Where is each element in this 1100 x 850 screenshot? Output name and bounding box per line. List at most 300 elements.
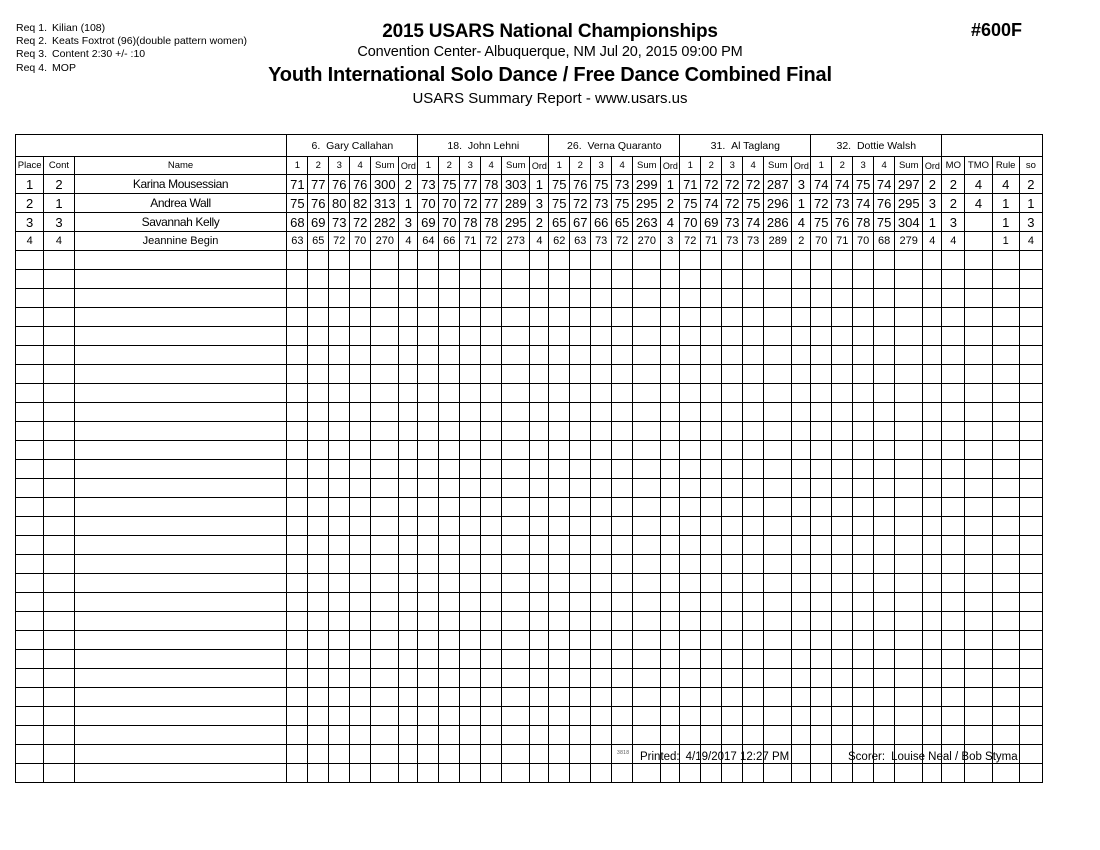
empty-cell — [481, 289, 502, 308]
empty-cell — [16, 745, 44, 764]
empty-cell — [439, 745, 460, 764]
empty-cell — [502, 517, 530, 536]
empty-cell — [308, 707, 329, 726]
cell-j5-score1: 75 — [811, 213, 832, 232]
report-subtitle: USARS Summary Report - www.usars.us — [412, 90, 688, 107]
empty-cell — [530, 555, 549, 574]
empty-cell — [570, 403, 591, 422]
empty-cell — [44, 555, 74, 574]
empty-cell — [418, 688, 439, 707]
empty-cell — [722, 422, 743, 441]
empty-table-row — [16, 631, 1043, 650]
empty-cell — [764, 555, 792, 574]
column-header-j1-score3: 3 — [329, 157, 350, 175]
empty-cell — [399, 498, 418, 517]
empty-cell — [853, 536, 874, 555]
empty-table-row — [16, 308, 1043, 327]
empty-cell — [44, 517, 74, 536]
empty-cell — [764, 650, 792, 669]
empty-cell — [329, 384, 350, 403]
empty-cell — [16, 612, 44, 631]
empty-cell — [992, 403, 1019, 422]
empty-cell — [570, 612, 591, 631]
cell-j3-score2: 76 — [570, 175, 591, 194]
empty-cell — [1019, 422, 1042, 441]
empty-cell — [350, 498, 371, 517]
empty-cell — [570, 327, 591, 346]
empty-cell — [439, 270, 460, 289]
empty-cell — [530, 384, 549, 403]
empty-cell — [895, 517, 923, 536]
empty-cell — [44, 479, 74, 498]
empty-cell — [74, 726, 287, 745]
scorer-credit — [848, 751, 1018, 763]
cell-j2-score3: 78 — [460, 213, 481, 232]
empty-cell — [460, 669, 481, 688]
empty-cell — [481, 745, 502, 764]
empty-cell — [942, 384, 965, 403]
empty-cell — [965, 422, 992, 441]
empty-cell — [661, 517, 680, 536]
empty-cell — [722, 555, 743, 574]
empty-cell — [942, 327, 965, 346]
empty-cell — [350, 517, 371, 536]
cell-j2-score3: 71 — [460, 232, 481, 251]
empty-cell — [811, 593, 832, 612]
empty-cell — [923, 555, 942, 574]
empty-cell — [633, 460, 661, 479]
empty-cell — [832, 688, 853, 707]
empty-cell — [371, 764, 399, 783]
empty-cell — [74, 574, 287, 593]
requirement-number: 2. — [38, 35, 48, 48]
empty-cell — [942, 707, 965, 726]
empty-cell — [832, 403, 853, 422]
column-header-j1-score1: 1 — [287, 157, 308, 175]
empty-cell — [832, 289, 853, 308]
empty-cell — [792, 517, 811, 536]
empty-cell — [549, 612, 570, 631]
empty-cell — [633, 384, 661, 403]
cell-j5-score2: 74 — [832, 175, 853, 194]
empty-cell — [44, 764, 74, 783]
empty-cell — [874, 612, 895, 631]
empty-cell — [992, 422, 1019, 441]
empty-cell — [633, 403, 661, 422]
empty-cell — [661, 365, 680, 384]
cell-j5-ord: 2 — [923, 175, 942, 194]
empty-cell — [853, 289, 874, 308]
empty-cell — [992, 384, 1019, 403]
cell-j5-ord: 4 — [923, 232, 942, 251]
empty-cell — [633, 574, 661, 593]
empty-cell — [661, 346, 680, 365]
empty-cell — [418, 555, 439, 574]
empty-cell — [853, 631, 874, 650]
page-title: 2015 USARS National Championships — [382, 21, 718, 42]
cell-j2-score3: 77 — [460, 175, 481, 194]
empty-cell — [329, 327, 350, 346]
empty-cell — [502, 612, 530, 631]
empty-cell — [942, 612, 965, 631]
empty-cell — [399, 726, 418, 745]
empty-cell — [811, 745, 832, 764]
empty-cell — [16, 498, 44, 517]
cell-j5-score1: 72 — [811, 194, 832, 213]
empty-cell — [1019, 745, 1042, 764]
empty-cell — [832, 764, 853, 783]
empty-cell — [832, 422, 853, 441]
empty-cell — [44, 441, 74, 460]
empty-cell — [965, 726, 992, 745]
empty-cell — [722, 479, 743, 498]
empty-cell — [549, 498, 570, 517]
judge-name: Verna Quaranto — [587, 139, 662, 152]
empty-cell — [591, 745, 612, 764]
empty-cell — [399, 308, 418, 327]
empty-table-row — [16, 555, 1043, 574]
empty-cell — [287, 403, 308, 422]
judge-number: 18. — [447, 139, 463, 152]
empty-cell — [308, 251, 329, 270]
cell-name: Savannah Kelly — [74, 213, 287, 232]
requirement-label: Req — [16, 35, 36, 48]
empty-cell — [942, 479, 965, 498]
cell-j4-score3: 72 — [722, 194, 743, 213]
empty-cell — [722, 498, 743, 517]
cell-j1-score4: 72 — [350, 213, 371, 232]
cell-j3-score3: 73 — [591, 232, 612, 251]
empty-cell — [74, 593, 287, 612]
empty-cell — [287, 612, 308, 631]
empty-cell — [460, 384, 481, 403]
empty-cell — [811, 289, 832, 308]
empty-cell — [399, 251, 418, 270]
empty-cell — [923, 251, 942, 270]
column-header-j5-score1: 1 — [811, 157, 832, 175]
empty-cell — [481, 479, 502, 498]
empty-cell — [811, 498, 832, 517]
requirement-number: 4. — [38, 61, 48, 74]
cell-j4-score3: 73 — [722, 232, 743, 251]
empty-cell — [764, 441, 792, 460]
empty-cell — [16, 308, 44, 327]
empty-cell — [308, 593, 329, 612]
empty-cell — [16, 327, 44, 346]
empty-cell — [502, 346, 530, 365]
empty-cell — [633, 764, 661, 783]
empty-cell — [16, 574, 44, 593]
empty-cell — [329, 403, 350, 422]
empty-cell — [44, 365, 74, 384]
empty-cell — [701, 517, 722, 536]
cell-j4-score2: 74 — [701, 194, 722, 213]
empty-cell — [965, 308, 992, 327]
empty-cell — [350, 574, 371, 593]
cell-j5-score4: 74 — [874, 175, 895, 194]
empty-cell — [570, 764, 591, 783]
cell-j3-sum: 299 — [633, 175, 661, 194]
empty-cell — [661, 726, 680, 745]
empty-cell — [549, 650, 570, 669]
empty-cell — [811, 650, 832, 669]
empty-cell — [74, 612, 287, 631]
empty-cell — [74, 669, 287, 688]
empty-table-row — [16, 593, 1043, 612]
empty-cell — [853, 365, 874, 384]
cell-j3-score4: 65 — [612, 213, 633, 232]
empty-cell — [792, 536, 811, 555]
empty-cell — [287, 707, 308, 726]
cell-so: 3 — [1019, 213, 1042, 232]
empty-cell — [591, 764, 612, 783]
judge-name: Dottie Walsh — [856, 139, 917, 152]
empty-cell — [350, 726, 371, 745]
empty-cell — [965, 479, 992, 498]
empty-cell — [44, 498, 74, 517]
empty-cell — [350, 536, 371, 555]
empty-cell — [743, 460, 764, 479]
empty-cell — [439, 441, 460, 460]
empty-cell — [308, 479, 329, 498]
empty-cell — [965, 327, 992, 346]
cell-j2-ord: 3 — [530, 194, 549, 213]
empty-cell — [371, 574, 399, 593]
column-header-j5-ord: Ord — [923, 157, 942, 175]
empty-cell — [680, 650, 701, 669]
empty-cell — [329, 460, 350, 479]
empty-cell — [811, 631, 832, 650]
cell-j4-sum: 289 — [764, 232, 792, 251]
column-header-j5-sum: Sum — [895, 157, 923, 175]
empty-cell — [549, 251, 570, 270]
empty-cell — [502, 251, 530, 270]
empty-cell — [701, 327, 722, 346]
empty-cell — [549, 593, 570, 612]
empty-cell — [460, 441, 481, 460]
empty-cell — [923, 498, 942, 517]
empty-cell — [329, 650, 350, 669]
empty-cell — [74, 631, 287, 650]
empty-cell — [44, 631, 74, 650]
empty-cell — [832, 384, 853, 403]
empty-cell — [701, 422, 722, 441]
empty-cell — [460, 270, 481, 289]
empty-cell — [1019, 479, 1042, 498]
printed-label: Printed: — [640, 751, 680, 763]
empty-cell — [287, 555, 308, 574]
empty-cell — [612, 384, 633, 403]
empty-cell — [923, 631, 942, 650]
cell-j2-score1: 69 — [418, 213, 439, 232]
empty-cell — [661, 422, 680, 441]
empty-cell — [591, 365, 612, 384]
empty-cell — [502, 593, 530, 612]
empty-cell — [287, 327, 308, 346]
empty-cell — [661, 593, 680, 612]
empty-cell — [722, 289, 743, 308]
column-header-j5-score3: 3 — [853, 157, 874, 175]
empty-cell — [350, 593, 371, 612]
empty-cell — [439, 593, 460, 612]
empty-cell — [722, 346, 743, 365]
empty-cell — [722, 441, 743, 460]
empty-cell — [439, 707, 460, 726]
empty-cell — [591, 707, 612, 726]
empty-cell — [992, 479, 1019, 498]
empty-cell — [44, 612, 74, 631]
empty-cell — [481, 612, 502, 631]
empty-cell — [832, 536, 853, 555]
empty-cell — [371, 650, 399, 669]
cell-j5-sum: 295 — [895, 194, 923, 213]
empty-cell — [399, 365, 418, 384]
empty-cell — [350, 251, 371, 270]
empty-cell — [74, 555, 287, 574]
empty-table-row — [16, 384, 1043, 403]
empty-cell — [764, 688, 792, 707]
empty-cell — [895, 365, 923, 384]
cell-j5-ord: 3 — [923, 194, 942, 213]
empty-cell — [811, 327, 832, 346]
empty-cell — [329, 688, 350, 707]
cell-rule: 1 — [992, 213, 1019, 232]
empty-cell — [701, 365, 722, 384]
empty-cell — [308, 574, 329, 593]
empty-cell — [570, 270, 591, 289]
empty-cell — [895, 574, 923, 593]
empty-cell — [350, 631, 371, 650]
empty-cell — [350, 479, 371, 498]
empty-cell — [1019, 327, 1042, 346]
empty-cell — [895, 346, 923, 365]
requirement-text: Content 2:30 +/- :10 — [52, 48, 146, 61]
empty-cell — [680, 289, 701, 308]
cell-so: 4 — [1019, 232, 1042, 251]
empty-cell — [992, 327, 1019, 346]
empty-cell — [16, 555, 44, 574]
cell-j5-score2: 76 — [832, 213, 853, 232]
column-header-name: Name — [74, 157, 287, 175]
empty-cell — [591, 517, 612, 536]
empty-table-row — [16, 403, 1043, 422]
empty-cell — [502, 403, 530, 422]
empty-cell — [502, 669, 530, 688]
empty-cell — [942, 517, 965, 536]
empty-cell — [460, 365, 481, 384]
empty-cell — [481, 764, 502, 783]
empty-cell — [612, 688, 633, 707]
empty-cell — [481, 650, 502, 669]
empty-cell — [570, 555, 591, 574]
empty-cell — [308, 498, 329, 517]
empty-cell — [923, 441, 942, 460]
column-header-row — [16, 157, 1043, 175]
empty-cell — [701, 555, 722, 574]
cell-j3-score4: 75 — [612, 194, 633, 213]
empty-cell — [874, 384, 895, 403]
empty-cell — [895, 593, 923, 612]
empty-cell — [680, 441, 701, 460]
empty-cell — [16, 688, 44, 707]
scorer-value: Louise Neal / Bob Styma — [891, 751, 1018, 763]
empty-cell — [661, 612, 680, 631]
cell-j3-score1: 75 — [549, 194, 570, 213]
empty-cell — [832, 707, 853, 726]
empty-cell — [633, 612, 661, 631]
empty-cell — [923, 346, 942, 365]
empty-cell — [633, 346, 661, 365]
empty-cell — [570, 631, 591, 650]
empty-cell — [329, 631, 350, 650]
empty-cell — [570, 498, 591, 517]
empty-cell — [661, 574, 680, 593]
empty-cell — [811, 365, 832, 384]
cell-j4-score3: 73 — [722, 213, 743, 232]
empty-cell — [74, 441, 287, 460]
empty-cell — [329, 593, 350, 612]
cell-so: 2 — [1019, 175, 1042, 194]
cell-j5-score4: 75 — [874, 213, 895, 232]
empty-cell — [701, 707, 722, 726]
empty-cell — [439, 289, 460, 308]
empty-cell — [832, 612, 853, 631]
empty-cell — [549, 688, 570, 707]
empty-cell — [481, 441, 502, 460]
cell-j1-sum: 270 — [371, 232, 399, 251]
empty-cell — [74, 498, 287, 517]
empty-cell — [612, 403, 633, 422]
empty-cell — [811, 308, 832, 327]
empty-cell — [612, 650, 633, 669]
cell-j4-ord: 4 — [792, 213, 811, 232]
empty-cell — [853, 498, 874, 517]
empty-cell — [680, 479, 701, 498]
cell-j4-ord: 3 — [792, 175, 811, 194]
empty-cell — [612, 327, 633, 346]
cell-j1-ord: 3 — [399, 213, 418, 232]
empty-cell — [530, 745, 549, 764]
empty-cell — [811, 612, 832, 631]
empty-cell — [329, 479, 350, 498]
requirement-number: 1. — [38, 22, 48, 34]
empty-cell — [923, 764, 942, 783]
empty-cell — [874, 403, 895, 422]
empty-cell — [722, 460, 743, 479]
empty-cell — [874, 555, 895, 574]
cell-j3-score1: 65 — [549, 213, 570, 232]
empty-cell — [942, 574, 965, 593]
event-code: #600F — [970, 20, 1022, 40]
judge-name-row — [16, 135, 1043, 157]
empty-cell — [16, 460, 44, 479]
empty-cell — [74, 365, 287, 384]
empty-cell — [530, 726, 549, 745]
empty-cell — [439, 650, 460, 669]
empty-table-row — [16, 365, 1043, 384]
empty-cell — [722, 650, 743, 669]
empty-cell — [874, 270, 895, 289]
empty-cell — [481, 555, 502, 574]
empty-cell — [722, 308, 743, 327]
empty-cell — [502, 270, 530, 289]
empty-table-row — [16, 764, 1043, 783]
empty-cell — [308, 517, 329, 536]
empty-cell — [399, 441, 418, 460]
requirement-text: MOP — [52, 61, 76, 74]
empty-cell — [460, 612, 481, 631]
empty-cell — [418, 517, 439, 536]
